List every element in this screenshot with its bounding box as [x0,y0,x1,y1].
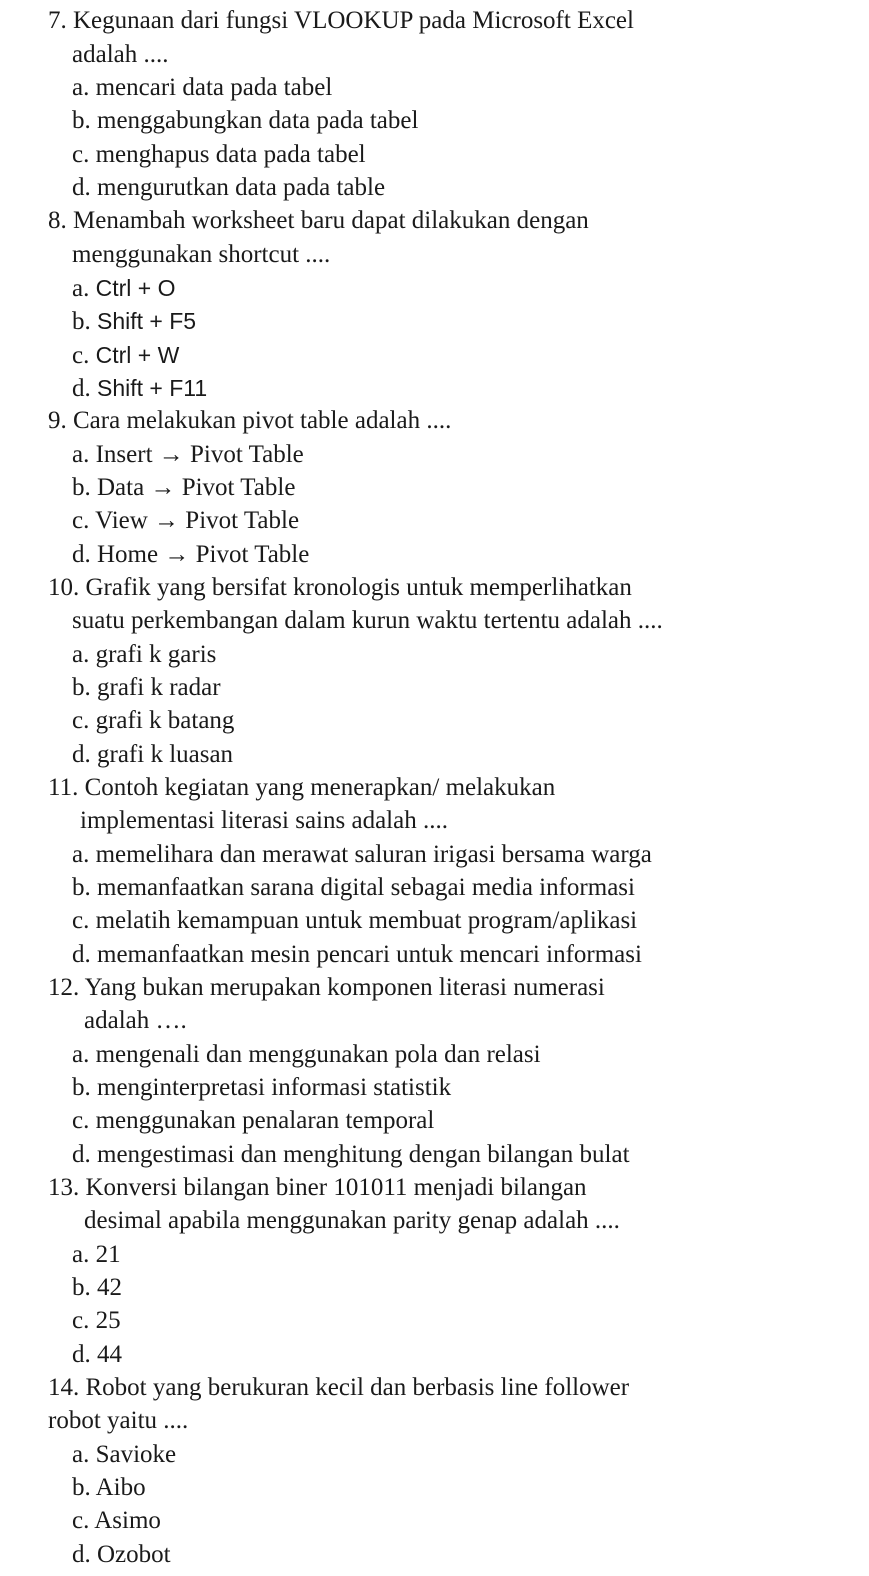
question-14-option-a: a. Savioke [72,1441,177,1468]
question-10-option-a: a. grafi k garis [72,641,217,668]
question-11-stem-line-2: implementasi literasi sains adalah .... [80,807,448,834]
question-7-option-b: b. menggabungkan data pada tabel [72,107,419,134]
question-12-stem-line-1: 12. Yang bukan merupakan komponen literasi numerasi [48,974,605,1001]
question-8-option-b: b. Shift + F5 [72,308,197,335]
question-11-option-a: a. memelihara dan merawat saluran irigasi bersama warga [72,841,652,868]
question-12-option-d: d. mengestimasi dan menghitung dengan bilangan bulat [72,1141,630,1168]
question-12-stem-line-2: adalah …. [84,1007,187,1034]
question-7-option-a: a. mencari data pada tabel [72,74,333,101]
question-13-option-d: d. 44 [72,1341,122,1368]
question-14-option-d: d. Ozobot [72,1541,171,1568]
question-7-option-d: d. mengurutkan data pada table [72,174,386,201]
question-12-option-b: b. menginterpretasi informasi statistik [72,1074,452,1101]
question-8-option-c: c. Ctrl + W [72,342,180,369]
question-12-option-a: a. mengenali dan menggunakan pola dan relasi [72,1041,541,1068]
question-13-option-a: a. 21 [72,1241,121,1268]
question-11-option-d: d. memanfaatkan mesin pencari untuk mencari informasi [72,941,642,968]
question-9-option-b: b. Data → Pivot Table [72,474,296,501]
question-11-option-b: b. memanfaatkan sarana digital sebagai media informasi [72,874,635,901]
question-12-option-c: c. menggunakan penalaran temporal [72,1107,435,1134]
question-10-stem-line-2: suatu perkembangan dalam kurun waktu tertentu adalah .... [72,607,663,634]
question-7-option-c: c. menghapus data pada tabel [72,141,366,168]
question-8-stem-line-1: 8. Menambah worksheet baru dapat dilakukan dengan [48,207,589,234]
question-13-stem-line-1: 13. Konversi bilangan biner 101011 menjadi bilangan [48,1174,587,1201]
question-9-option-d: d. Home → Pivot Table [72,541,310,568]
question-14-stem-line-2: robot yaitu .... [48,1407,189,1434]
question-14-stem-line-1: 14. Robot yang berukuran kecil dan berbasis line follower [48,1374,630,1401]
question-9-stem-line-1: 9. Cara melakukan pivot table adalah .... [48,407,452,434]
question-8-option-a: a. Ctrl + O [72,275,176,302]
question-10-stem-line-1: 10. Grafik yang bersifat kronologis untuk memperlihatkan [48,574,632,601]
question-10-option-c: c. grafi k batang [72,707,235,734]
question-10-option-d: d. grafi k luasan [72,741,234,768]
question-14-option-b: b. Aibo [72,1474,146,1501]
question-9-option-a: a. Insert → Pivot Table [72,441,304,468]
question-7-stem-line-2: adalah .... [72,41,169,68]
question-7-stem-line-1: 7. Kegunaan dari fungsi VLOOKUP pada Microsoft Excel [48,7,634,34]
question-10-option-b: b. grafi k radar [72,674,221,701]
question-13-stem-line-2: desimal apabila menggunakan parity genap adalah .... [84,1207,620,1234]
question-8-option-d: d. Shift + F11 [72,375,208,402]
question-13-option-b: b. 42 [72,1274,122,1301]
question-11-option-c: c. melatih kemampuan untuk membuat program/aplikasi [72,907,638,934]
question-9-option-c: c. View → Pivot Table [72,507,300,534]
question-14-option-c: c. Asimo [72,1507,161,1534]
question-11-stem-line-1: 11. Contoh kegiatan yang menerapkan/ melakukan [48,774,556,801]
question-8-stem-line-2: menggunakan shortcut .... [72,241,331,268]
question-13-option-c: c. 25 [72,1307,121,1334]
